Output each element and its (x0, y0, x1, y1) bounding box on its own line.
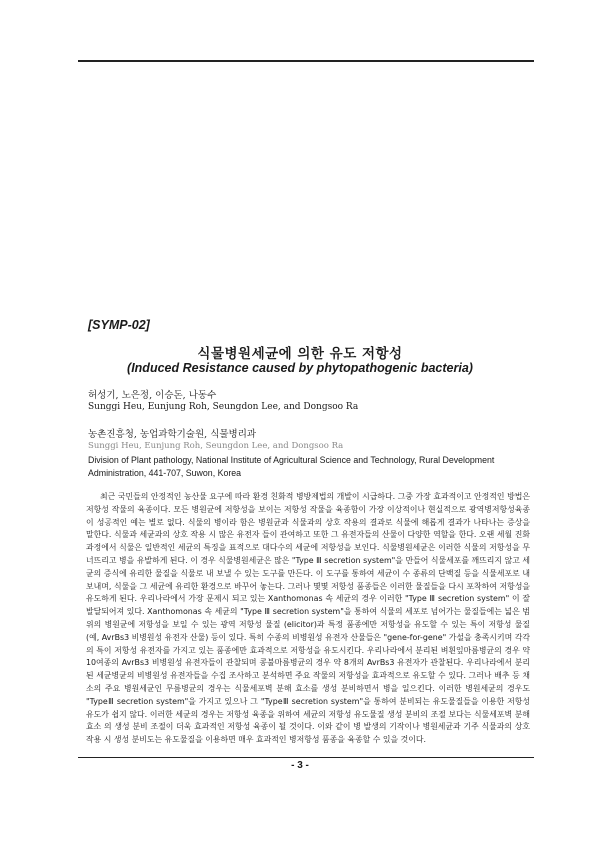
title-english: (Induced Resistance caused by phytopathogenic bacteria) (127, 361, 473, 375)
authors-english: Sunggi Heu, Eunjung Roh, Seungdon Lee, and Dongsoo Ra (88, 402, 359, 412)
page-number: - 3 - (291, 760, 309, 771)
affiliation-korean: 농촌진흥청, 농업과학기술원, 식물병리과 (88, 429, 257, 440)
title-korean: 식물병원세균에 의한 유도 저항성 (197, 346, 403, 362)
abstract-paragraph: 최근 국민들의 안정적인 농산물 요구에 따라 환경 친화적 병방제법의 개발이 시급하다. 그중 가장 효과적이고 안정적인 방법은 저항성 작물의 육종이다. 모든 병원균에 저항성을 보이는 저항성 작물을 육종함이 가장 이상적이나 현실적으로 광역병저항성육종이 성공적인 예는 별로 없다. 식물의 병이라 함은 병원균과 식물과의 상호 작용의 결과로 식물에 해롭게 결과가 나타나는 증상을 말한다. 식물과 세균과의 상호 작용 시 많은 유전자 들이 관여하고 또한 그 유전자들의 산물이 다양한 역할을 한다. 오랜 세월 진화과정에서 식물은 일반적인 세균의 특징을 표적으로 대다수의 세균에 저항성을 보인다. 식물병원세균은 이러한 식물의 저항성을 무너뜨리고 병을 유발하게 된다. 이 경우 식물병원세균은 많은 "Type Ⅲ secretion system"을 만들어 식물세포를 깨뜨리지 않고 세균의 증식에 유리한 물질을 식물로 내 보낼 수 있는 도구를 만든다. 이 도구를 통하여 세균이 수 종류의 단백질 등을 식물세포로 내 보내며, 식물을 그 세균에 유리한 환경으로 바꾸어 놓는다. 그러나 몇몇 저항성 품종들은 이러한 물질들을 다시 포착하여 저항성을 유도하게 된다. 우리나라에서 가장 문제시 되고 있는 Xanthomonas 속 세균의 경우 이러한 "Type Ⅲ secretion system" 이 잘 발달되어져 있다. Xanthomonas 속 세균의 "Type Ⅲ secretion system"을 통하여 식물의 세포로 넘어가는 물질들에는 넓은 범위의 병원균에 저항성을 보일 수 있는 광역 저항성 물질 (elicitor)과 특정 품종에만 저항성을 유도할 수 있는 특이 저항성 물질 (예, AvrBs3 비병원성 유전자 산물) 등이 있다. 특히 수종의 비병원성 유전자 산물들은 "gene-for-gene" 가설을 충족시키며 각각의 특이 저항성 유전자를 가지고 있는 품종에만 효과적으로 저항성을 유도시킨다. 우리나라에서 분리된 벼흰잎마름병균의 경우 약 10여종의 AvrBs3 비병원성 유전자들이 관찰되며 콩불마름병균의 경우 약 8개의 AvrBs3 유전자가 관찰된다. 우리나라에서 분리된 세균병균의 비병원성 유전자들을 수집 조사하고 분석하면 주요 작물의 저항성을 효과적으로 유도할 수 있다. 그러나 배추 등 채소의 주요 병원세균인 무름병균의 경우는 식물세포벽 분해 효소를 생성 분비하면서 병을 일으킨다. 이러한 병원세균의 경우도 "TypeⅢ secretion system"을 가지고 있으나 그 "TypeⅢ secretion system"을 통하여 분비되는 유도물질들을 이용한 저항성 유도가 쉽지 않다. 이러한 세균의 경우는 저항성 육종을 위하여 세균의 저항성 유도물질 생성 분비의 조절 보다는 식물세포벽 분해 효소 의 생성 분비 조절이 더욱 효과적인 저항성 육종이 될 것이다. 이와 같이 병 발생의 기작이나 병원세균과 기주 식물과의 상호 작용 시 생성 분비도는 유도물질을 이용하면 매우 효과적인 병저항성 품종을 육종할 수 있을 것이다. (86, 492, 530, 745)
bottom-rule (78, 757, 534, 758)
affiliation-english: Division of Plant pathology, National Institute of Agricultural Science and Technology, Rural Development Administration, 441-707, Suwon, Korea (88, 455, 495, 478)
authors-korean: 허성기, 노은정, 이승돈, 나동수 (88, 390, 217, 401)
top-rule (78, 60, 534, 62)
session-id: [SYMP-02] (88, 318, 150, 332)
abstract (86, 491, 530, 747)
affiliation-names-gray: Sunggi Heu, Eunjung Roh, Seungdon Lee, and Dongsoo Ra (88, 441, 344, 451)
